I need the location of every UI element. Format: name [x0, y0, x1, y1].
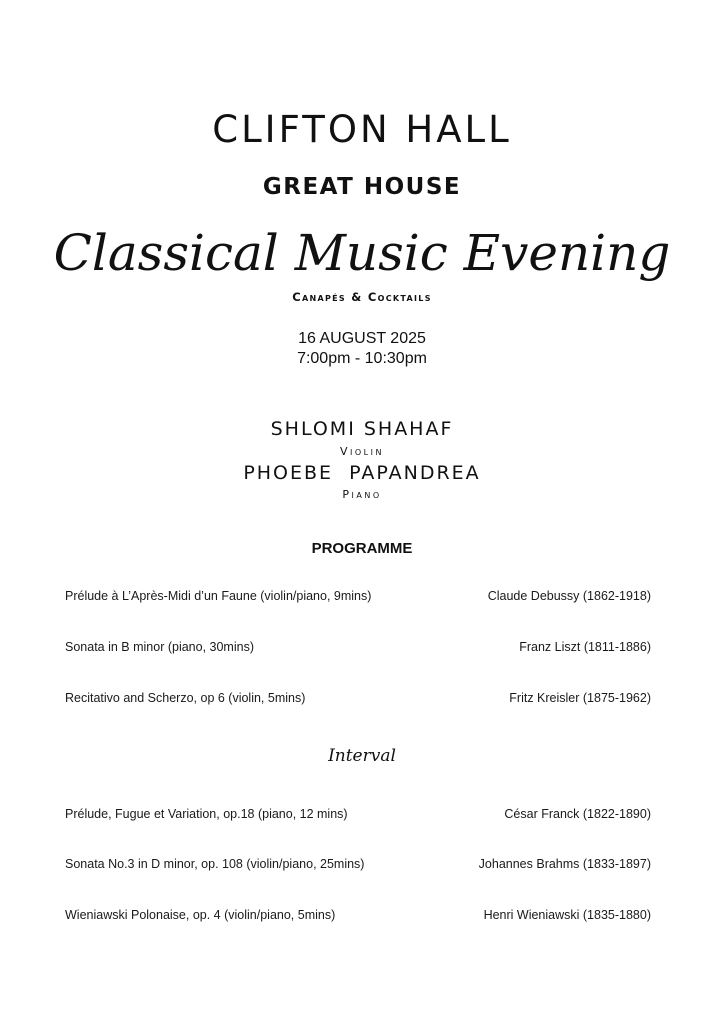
piece-title: Prélude, Fugue et Variation, op.18 (piano, 12 mins) — [65, 807, 348, 821]
performer-role: Violin — [340, 445, 384, 458]
programme-item — [65, 640, 651, 660]
programme-item — [65, 807, 651, 827]
programme-item — [65, 908, 651, 928]
piece-title: Recitativo and Scherzo, op 6 (violin, 5mins) — [65, 691, 306, 705]
piece-title: Prélude à L’Après-Midi d’un Faune (violin/piano, 9mins) — [65, 589, 372, 603]
performer-name: PHOEBE PAPANDREA — [243, 462, 481, 484]
event-date: 16 AUGUST 2025 — [298, 330, 426, 347]
piece-title: Wieniawski Polonaise, op. 4 (violin/piano, 5mins) — [65, 908, 336, 922]
composer: Johannes Brahms (1833-1897) — [478, 857, 651, 871]
composer: Franz Liszt (1811-1886) — [519, 640, 651, 654]
programme-heading: PROGRAMME — [311, 540, 413, 557]
performer-name: SHLOMI SHAHAF — [270, 418, 454, 440]
event-time: 7:00pm - 10:30pm — [297, 350, 427, 367]
piece-title: Sonata in B minor (piano, 30mins) — [65, 640, 254, 654]
tagline: Canapés & Cocktails — [292, 290, 432, 304]
programme-item — [65, 857, 651, 877]
composer: Claude Debussy (1862-1918) — [487, 589, 651, 603]
composer: César Franck (1822-1890) — [504, 807, 651, 821]
interval-label: Interval — [328, 746, 396, 766]
programme-item — [65, 589, 651, 609]
event-title: Classical Music Evening — [53, 224, 671, 282]
programme-item — [65, 691, 651, 711]
subvenue-title: GREAT HOUSE — [262, 174, 462, 200]
performer-role: Piano — [342, 488, 382, 501]
piece-title: Sonata No.3 in D minor, op. 108 (violin/piano, 25mins) — [65, 857, 365, 871]
composer: Henri Wieniawski (1835-1880) — [483, 908, 651, 922]
composer: Fritz Kreisler (1875-1962) — [509, 691, 651, 705]
venue-title: CLIFTON HALL — [212, 108, 512, 151]
